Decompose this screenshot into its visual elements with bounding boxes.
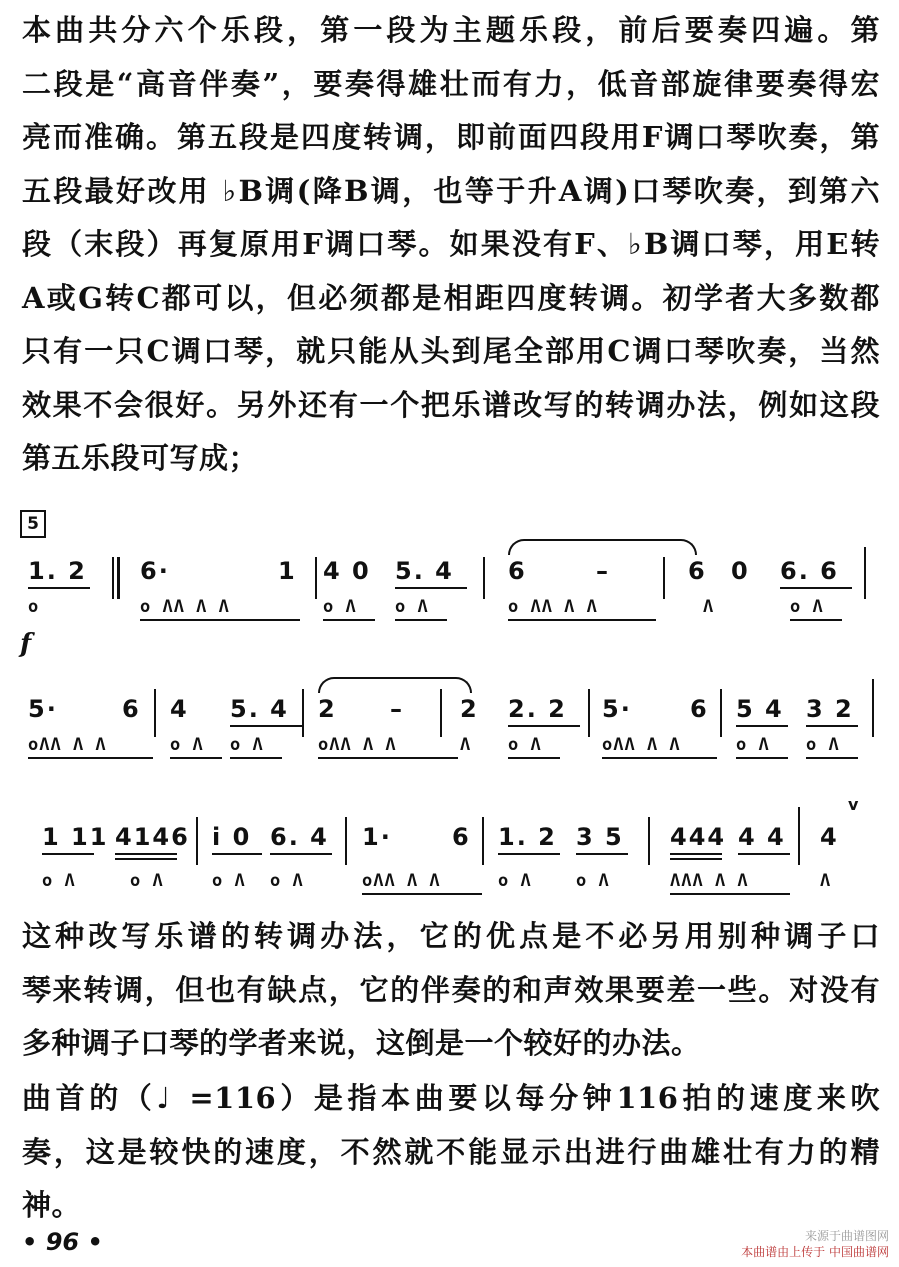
underline: [115, 853, 177, 855]
underline: [602, 757, 717, 759]
note: 6: [122, 695, 141, 723]
text-line: 琴来转调，但也有缺点，它的伴奏的和声效果要差一些。对没有: [22, 972, 880, 1007]
note: 6: [690, 695, 709, 723]
underline: [508, 619, 656, 621]
text-line: 曲首的（♩ =116）是指本曲要以每分钟116拍的速度来吹: [22, 1081, 880, 1115]
note: 2: [460, 695, 479, 723]
note: 2. 2: [508, 695, 567, 723]
accompaniment: Λ: [460, 735, 472, 755]
music-score: [20, 505, 880, 900]
note: 6: [508, 557, 527, 585]
text-line: 多种调子口琴的学者来说，这倒是一个较好的办法。: [22, 1026, 701, 1060]
paragraph-tempo: [22, 1072, 880, 1233]
accompaniment: oΛΛ Λ Λ: [602, 735, 681, 755]
barline: [345, 817, 347, 865]
accompaniment: o Λ: [806, 735, 840, 755]
barline: [154, 689, 156, 737]
underline: [736, 725, 788, 727]
accompaniment: o Λ: [270, 871, 304, 891]
barline: [315, 557, 317, 599]
text-line: 二段是“高音伴奏”，要奏得雄壮而有力，低音部旋律要奏得宏: [22, 66, 880, 101]
accompaniment: o Λ: [576, 871, 610, 891]
underline: [323, 619, 375, 621]
note: 6. 6: [780, 557, 839, 585]
underline: [576, 853, 628, 855]
underline: [508, 725, 580, 727]
text-line: 五段最好改用 ♭B调(降B调，也等于升A调)口琴吹奏，到第六: [22, 173, 880, 208]
accompaniment: o Λ: [130, 871, 164, 891]
note: –: [596, 557, 610, 585]
barline: [864, 547, 866, 599]
accompaniment: o Λ: [42, 871, 76, 891]
barline: [648, 817, 650, 865]
note: 1·: [362, 823, 392, 851]
note: 2: [318, 695, 337, 723]
barline: [482, 817, 484, 865]
accompaniment: o Λ: [230, 735, 264, 755]
underline: [362, 893, 482, 895]
underline: [212, 853, 262, 855]
paragraph-explanation: [22, 910, 880, 1071]
note: 5. 4: [395, 557, 454, 585]
text-line: 这种改写乐谱的转调办法，它的优点是不必另用别种调子口: [22, 919, 880, 953]
accompaniment: o Λ: [323, 597, 357, 617]
underline: [28, 757, 153, 759]
barline: [117, 557, 120, 599]
accompaniment: o ΛΛ Λ Λ: [508, 597, 598, 617]
accompaniment: oΛΛ Λ Λ: [318, 735, 397, 755]
underline: [395, 619, 447, 621]
underline: [738, 853, 790, 855]
accompaniment: ΛΛΛ Λ Λ: [670, 871, 749, 891]
note: 0: [731, 557, 750, 585]
underline: [498, 853, 560, 855]
underline: [318, 757, 458, 759]
note: 5. 4: [230, 695, 289, 723]
accompaniment: oΛΛ Λ Λ: [362, 871, 441, 891]
underline: [806, 725, 858, 727]
text-line: 奏，这是较快的速度，不然就不能显示出进行曲雄壮有力的精: [22, 1134, 880, 1169]
breath-mark: v: [848, 795, 861, 814]
underline: [28, 587, 90, 589]
underline: [806, 757, 858, 759]
tie: [318, 677, 472, 693]
note: 4 4: [738, 823, 786, 851]
source-site: 来源于曲谱图网: [804, 1229, 889, 1243]
underline: [270, 853, 332, 855]
underline: [230, 757, 282, 759]
text-line: 亮而准确。第五段是四度转调，即前面四段用F调口琴吹奏，第: [22, 120, 880, 154]
underline: [42, 853, 94, 855]
barline: [872, 679, 874, 737]
text-line: A或G转C都可以，但必须都是相距四度转调。初学者大多数都: [22, 280, 880, 315]
note: 6: [452, 823, 471, 851]
note: 5·: [28, 695, 58, 723]
note: 5 4: [736, 695, 784, 723]
barline: [588, 689, 590, 737]
underline: [790, 619, 842, 621]
underline: [670, 893, 790, 895]
text-line: 只有一只C调口琴，就只能从头到尾全部用C调口琴吹奏，当然: [22, 334, 880, 368]
accompaniment: o Λ: [790, 597, 824, 617]
note: 444: [670, 823, 727, 851]
note: 6. 4: [270, 823, 329, 851]
tie: [508, 539, 697, 555]
text-line: 第五乐段可写成；: [22, 441, 259, 475]
barline: [798, 807, 800, 865]
barline: [663, 557, 665, 599]
note: 4: [820, 823, 839, 851]
text-line: 效果不会很好。另外还有一个把乐谱改写的转调办法，例如这段: [22, 387, 880, 422]
accompaniment: o Λ: [212, 871, 246, 891]
accompaniment: o Λ: [736, 735, 770, 755]
dynamic-mark: f: [20, 629, 32, 659]
underline: [736, 757, 788, 759]
underline: [780, 587, 852, 589]
note: 4 0: [323, 557, 371, 585]
note: 3 5: [576, 823, 624, 851]
underline: [670, 858, 722, 860]
note: 1: [278, 557, 297, 585]
accompaniment: o Λ: [498, 871, 532, 891]
note: 4: [170, 695, 189, 723]
note: 6·: [140, 557, 170, 585]
underline: [140, 619, 300, 621]
barline: [302, 689, 304, 737]
accompaniment: o Λ: [395, 597, 429, 617]
barline: [483, 557, 485, 599]
note: –: [390, 695, 404, 723]
accompaniment: Λ: [703, 597, 715, 617]
accompaniment: oΛΛ Λ Λ: [28, 735, 107, 755]
note: 5·: [602, 695, 632, 723]
note: 3 2: [806, 695, 854, 723]
barline: [196, 817, 198, 865]
text-line: 段（末段）再复原用F调口琴。如果没有F、♭B调口琴，用E转: [22, 227, 880, 261]
accompaniment: o Λ: [508, 735, 542, 755]
underline: [115, 858, 177, 860]
page-number: • 96 •: [22, 1228, 103, 1256]
barline: [440, 689, 442, 737]
source-note: 本曲谱由上传于 中国曲谱网: [741, 1245, 889, 1259]
barline: [720, 689, 722, 737]
text-line: 本曲共分六个乐段，第一段为主题乐段，前后要奏四遍。第: [22, 13, 880, 47]
paragraph-intro: [22, 4, 880, 486]
underline: [230, 725, 302, 727]
text-line: 神。: [22, 1188, 82, 1222]
accompaniment: o Λ: [170, 735, 204, 755]
underline: [395, 587, 467, 589]
accompaniment: o: [28, 597, 40, 617]
barline: [112, 557, 114, 599]
note: i 0: [212, 823, 252, 851]
underline: [670, 853, 722, 855]
note: 4146: [115, 823, 190, 851]
note: 1 11: [42, 823, 109, 851]
source-watermark: [741, 1228, 889, 1260]
underline: [508, 757, 560, 759]
section-mark: 5: [20, 510, 46, 538]
note: 1. 2: [498, 823, 557, 851]
note: 6: [688, 557, 707, 585]
accompaniment: o ΛΛ Λ Λ: [140, 597, 230, 617]
accompaniment: Λ: [820, 871, 832, 891]
note: 1. 2: [28, 557, 87, 585]
underline: [170, 757, 222, 759]
